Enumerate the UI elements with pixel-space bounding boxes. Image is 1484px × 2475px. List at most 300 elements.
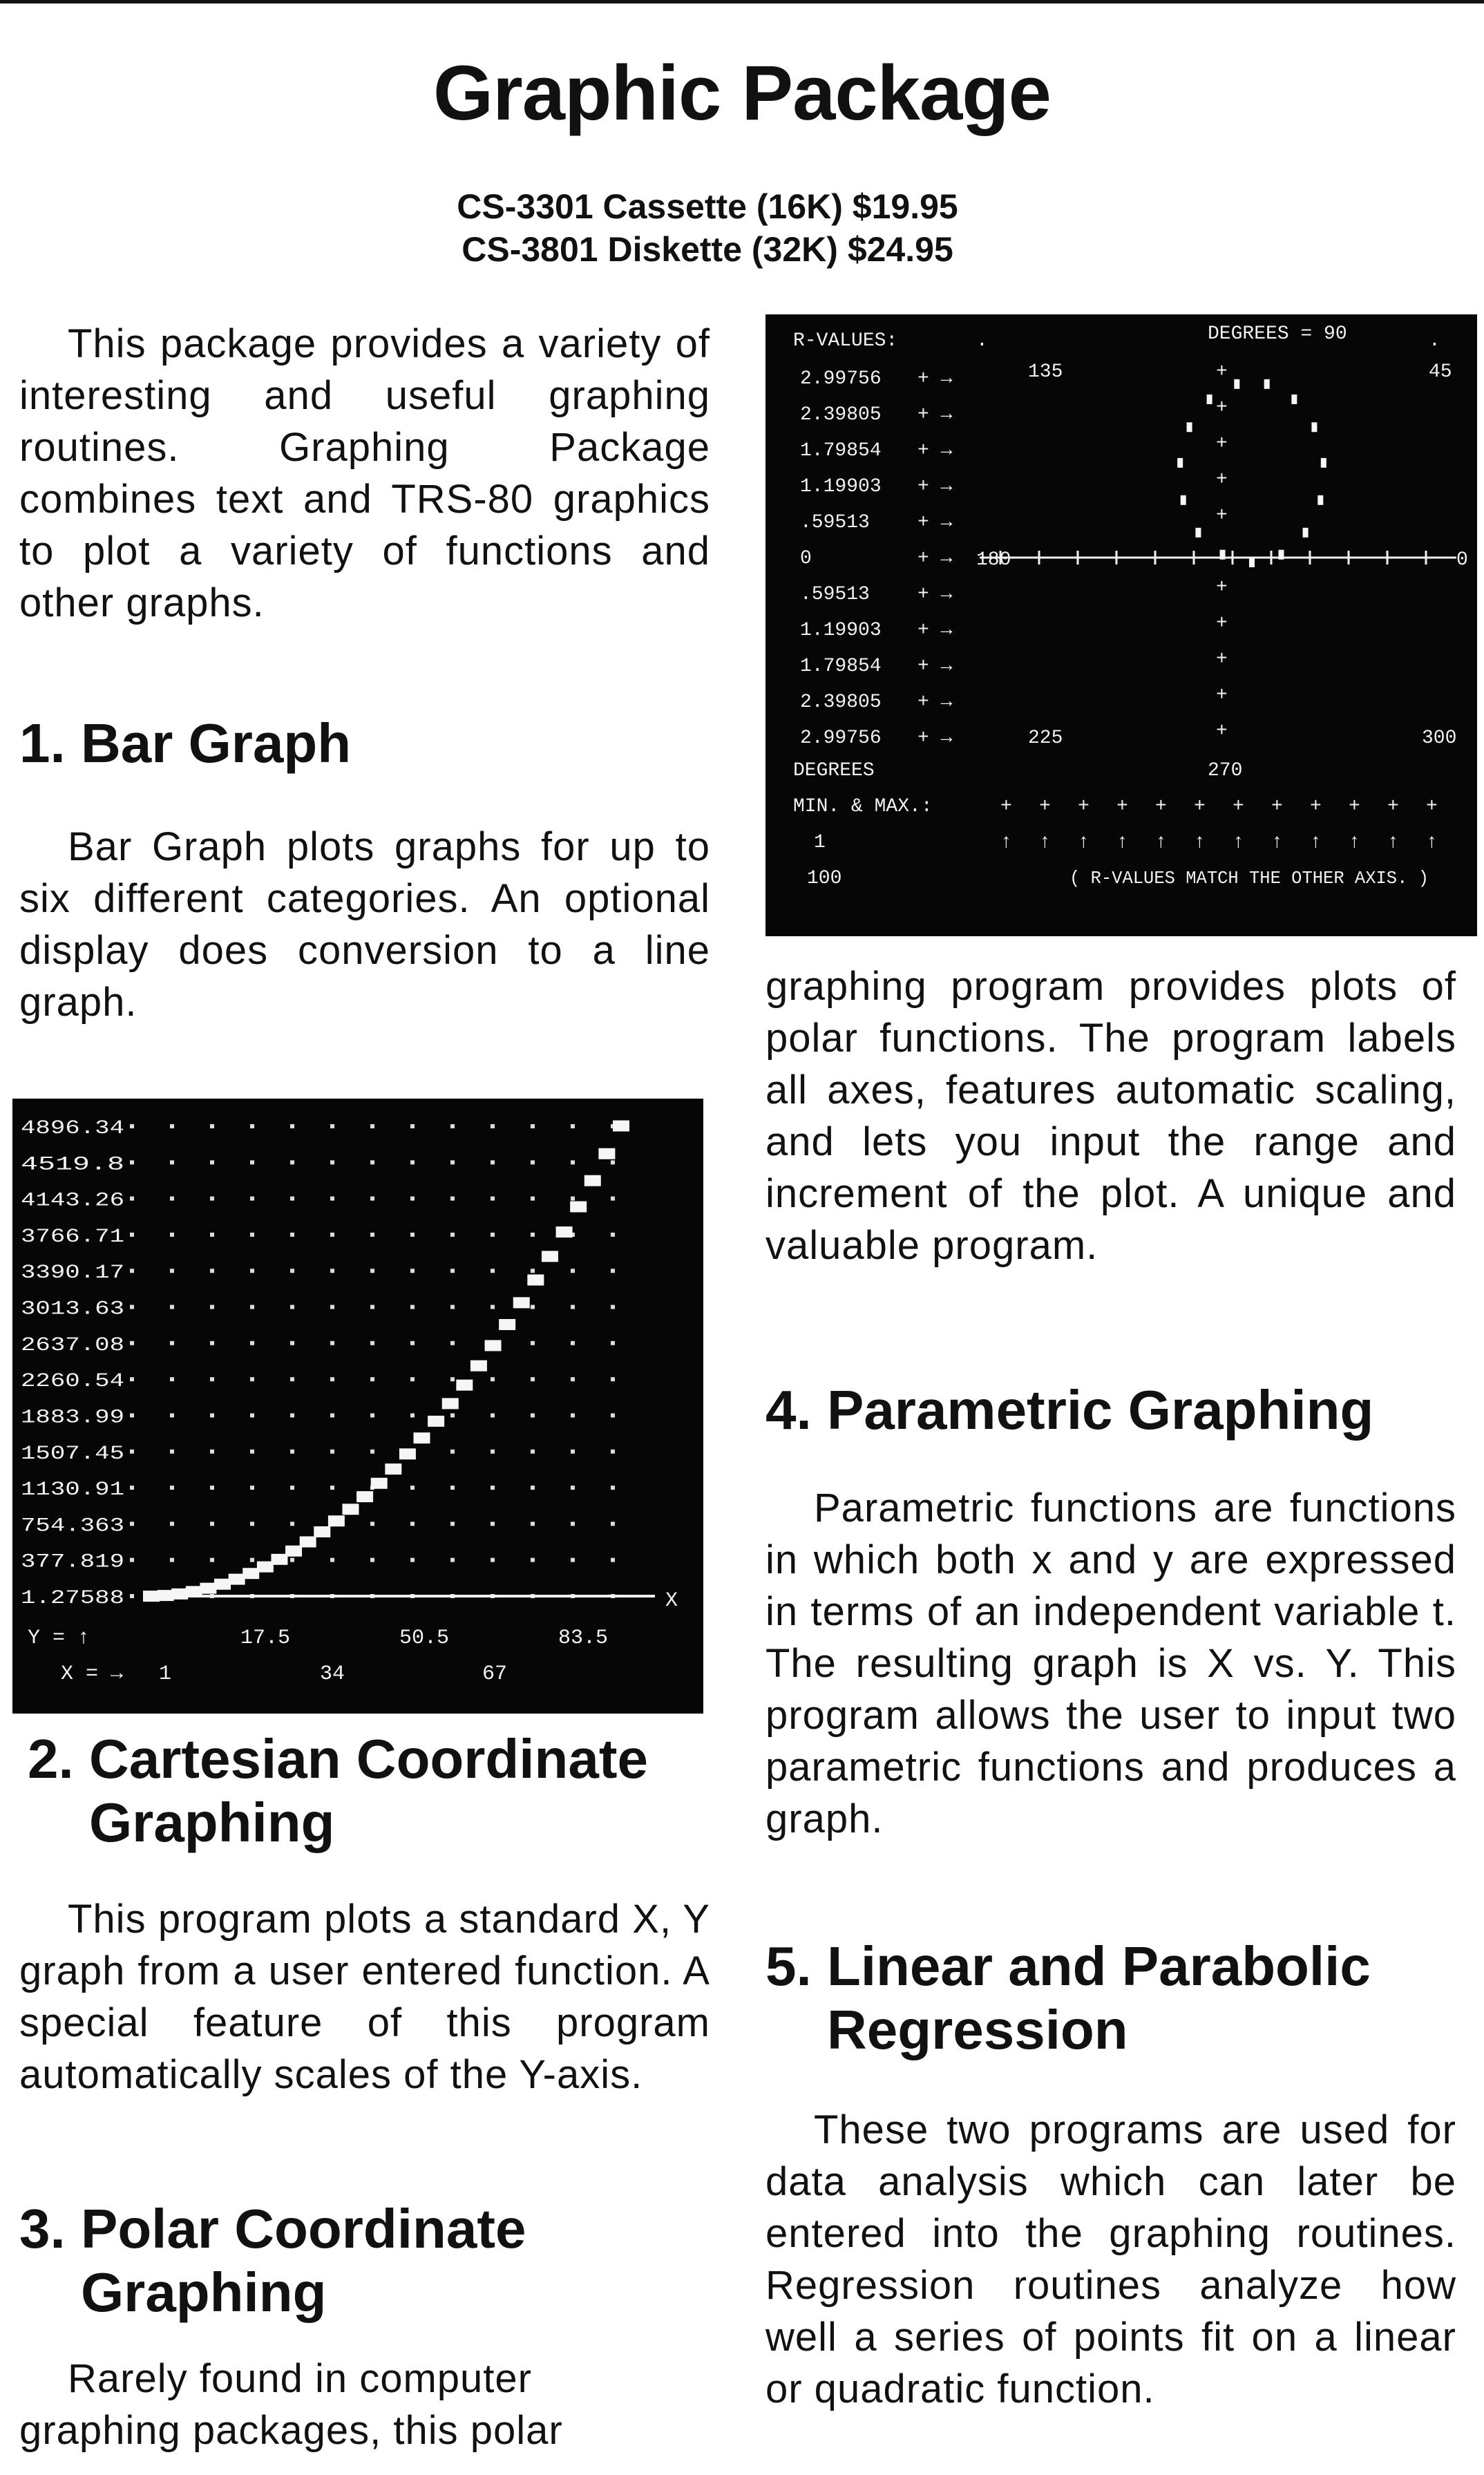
curve-point (499, 1319, 515, 1330)
grid-dot (290, 1377, 294, 1381)
grid-dot (531, 1341, 535, 1345)
r-value-label: 1.79854 (800, 656, 882, 677)
r-value-label: 1.19903 (800, 620, 882, 641)
grid-dot (330, 1486, 334, 1490)
grid-dot (571, 1305, 575, 1309)
grid-dot (611, 1305, 615, 1309)
grid-dot (170, 1124, 174, 1128)
curve-point (428, 1416, 444, 1427)
grid-dot (290, 1160, 294, 1164)
y-tick-label: 3766.71 (21, 1226, 124, 1248)
grid-dot (370, 1450, 374, 1454)
angle-label-300: 300 (1422, 728, 1457, 749)
grid-dot (330, 1341, 334, 1345)
min-max-arrow: ↑ (1116, 832, 1128, 853)
curve-point (598, 1148, 615, 1159)
vertical-axis-tick: + (1216, 721, 1228, 742)
grid-dot (250, 1233, 254, 1237)
polar-curve-point (1249, 558, 1255, 567)
grid-dot (250, 1521, 254, 1526)
polar-graph-screen (765, 314, 1477, 936)
angle-label-180: 180 (976, 549, 1011, 571)
grid-dot (611, 1521, 615, 1526)
grid-dot (531, 1377, 535, 1381)
vertical-axis-tick: + (1216, 685, 1228, 706)
section-3-line-2: graphing packages, this polar (19, 2408, 563, 2453)
vertical-axis-tick: + (1216, 649, 1228, 670)
angle-label-45: 45 (1429, 361, 1452, 383)
x-tick-label-upper: 50.5 (399, 1627, 450, 1650)
grid-dot (531, 1269, 535, 1273)
min-max-plus: + (1116, 796, 1128, 817)
polar-curve-point (1181, 495, 1186, 505)
polar-curve-point (1187, 422, 1192, 432)
grid-dot (330, 1124, 334, 1128)
r-value-arrow: + → (917, 368, 953, 390)
section-3-body-start (19, 2353, 710, 2456)
curve-point (200, 1583, 216, 1594)
min-max-arrow: ↑ (1271, 832, 1283, 853)
r-value-label: 1.19903 (800, 476, 882, 497)
grid-dot (491, 1521, 495, 1526)
curve-point (570, 1202, 587, 1213)
grid-dot (170, 1197, 174, 1201)
x-tick-label-lower: 1 (159, 1662, 172, 1686)
curve-point (342, 1504, 359, 1515)
grid-dot (450, 1269, 455, 1273)
grid-dot (170, 1160, 174, 1164)
grid-dot (290, 1521, 294, 1526)
angle-label-135: 135 (1028, 361, 1063, 383)
grid-dot (491, 1233, 495, 1237)
grid-dot (611, 1413, 615, 1417)
grid-dot (370, 1305, 374, 1309)
grid-dot (370, 1233, 374, 1237)
grid-dot (130, 1413, 134, 1417)
grid-dot (410, 1413, 415, 1417)
curve-point (171, 1589, 188, 1600)
grid-dot (571, 1558, 575, 1562)
grid-dot (250, 1341, 254, 1345)
grid-dot (210, 1521, 214, 1526)
polar-curve-point (1207, 395, 1212, 404)
section-2-title: Cartesian Coordinate Graphing (88, 1728, 649, 1853)
grid-dot (450, 1160, 455, 1164)
grid-dot (571, 1450, 575, 1454)
min-max-plus: + (1271, 796, 1283, 817)
grid-dot (571, 1413, 575, 1417)
grid-dot (130, 1486, 134, 1490)
section-4-number: 4. (765, 1379, 812, 1441)
section-1-number: 1. (19, 712, 66, 774)
vertical-axis-tick: + (1216, 397, 1228, 419)
y-tick-label: 754.363 (21, 1515, 124, 1537)
min-max-plus: + (1039, 796, 1051, 817)
grid-dot (370, 1341, 374, 1345)
angle-label-225: 225 (1028, 728, 1063, 749)
price-cassette: CS-3301 Cassette (16K) $19.95 (457, 187, 958, 226)
curve-point (527, 1274, 544, 1285)
curve-point (470, 1360, 487, 1372)
vertical-axis-tick: + (1216, 361, 1228, 383)
grid-dot (170, 1486, 174, 1490)
grid-dot (410, 1558, 415, 1562)
grid-dot (330, 1305, 334, 1309)
section-4-text: Parametric functions are functions in which both x and y are expressed in terms of an independent variable t. The resulting graph is X vs. Y. This program allows the user to input two parametric functions and produces a graph. (765, 1486, 1456, 1841)
curve-point (314, 1526, 330, 1537)
r-value-arrow: + → (917, 692, 953, 713)
grid-dot (571, 1124, 575, 1128)
polar-dot: . (976, 330, 988, 352)
curve-point (271, 1554, 287, 1565)
r-value-label: .59513 (800, 584, 870, 605)
grid-dot (571, 1341, 575, 1345)
curve-point (385, 1463, 401, 1474)
vertical-axis-tick: + (1216, 469, 1228, 491)
min-max-label: MIN. & MAX.: (793, 796, 933, 817)
y-tick-label: 4519.8 (21, 1154, 124, 1176)
grid-dot (330, 1558, 334, 1562)
grid-dot (210, 1486, 214, 1490)
grid-dot (370, 1160, 374, 1164)
grid-dot (531, 1521, 535, 1526)
curve-point (328, 1515, 345, 1526)
grid-dot (410, 1521, 415, 1526)
curve-point (485, 1340, 502, 1351)
grid-dot (210, 1450, 214, 1454)
grid-dot (370, 1269, 374, 1273)
section-5-text: These two programs are used for data analysis which can later be entered into the graphing routines. Regression routines analyze how well a series of points fit on a linear or quadratic function. (765, 2107, 1456, 2411)
r-value-label: 2.39805 (800, 404, 882, 426)
grid-dot (210, 1124, 214, 1128)
grid-dot (370, 1197, 374, 1201)
r-value-arrow: + → (917, 584, 953, 605)
grid-dot (210, 1305, 214, 1309)
grid-dot (450, 1305, 455, 1309)
y-legend: Y = ↑ (28, 1627, 91, 1650)
grid-dot (330, 1233, 334, 1237)
section-3-heading (19, 2197, 710, 2324)
grid-dot (170, 1269, 174, 1273)
grid-dot (210, 1341, 214, 1345)
grid-dot (450, 1486, 455, 1490)
grid-dot (210, 1558, 214, 1562)
grid-dot (170, 1377, 174, 1381)
section-3-number: 3. (19, 2198, 66, 2259)
r-value-label: .59513 (800, 512, 870, 533)
grid-dot (410, 1305, 415, 1309)
min-max-plus: + (1078, 796, 1090, 817)
grid-dot (491, 1558, 495, 1562)
grid-dot (130, 1341, 134, 1345)
grid-dot (330, 1269, 334, 1273)
min-max-arrow: ↑ (1387, 832, 1399, 853)
grid-dot (410, 1197, 415, 1201)
min-value: 1 (814, 832, 826, 853)
section-3-title: Polar Coordinate Graphing (80, 2198, 526, 2323)
min-max-arrow: ↑ (1078, 832, 1090, 853)
curve-point (613, 1120, 629, 1131)
y-tick-label: 3013.63 (21, 1298, 124, 1320)
grid-dot (450, 1341, 455, 1345)
grid-dot (210, 1233, 214, 1237)
grid-dot (571, 1269, 575, 1273)
r-value-arrow: + → (917, 620, 953, 641)
x-legend: X = → (61, 1662, 124, 1686)
r-value-label: 2.99756 (800, 728, 882, 749)
page-title: Graphic Package (433, 50, 1051, 136)
grid-dot (491, 1124, 495, 1128)
r-value-label: 0 (800, 548, 812, 569)
r-value-arrow: + → (917, 548, 953, 569)
r-value-arrow: + → (917, 512, 953, 533)
section-2-text: This program plots a standard X, Y graph from a user entered function. A special feature of this program automatically scales of the Y-axis. (19, 1897, 710, 2097)
grid-dot (290, 1269, 294, 1273)
grid-dot (450, 1450, 455, 1454)
grid-dot (450, 1197, 455, 1201)
grid-dot (450, 1377, 455, 1381)
curve-point (285, 1546, 302, 1557)
min-max-arrow: ↑ (1349, 832, 1360, 853)
degrees-label: DEGREES (793, 760, 875, 781)
section-3-text-cont: graphing program provides plots of polar functions. The program labels all axes, features automatic scaling, and lets you input the range and increment of the plot. A unique and valuable program. (765, 964, 1456, 1268)
vertical-axis-tick: + (1216, 505, 1228, 527)
grid-dot (210, 1377, 214, 1381)
grid-dot (410, 1160, 415, 1164)
section-4-body (765, 1482, 1456, 1845)
curve-point (257, 1562, 274, 1573)
polar-curve-point (1278, 550, 1284, 560)
grid-dot (130, 1124, 134, 1128)
vertical-axis-tick: + (1216, 577, 1228, 598)
max-value: 100 (807, 868, 842, 889)
min-max-arrow: ↑ (1310, 832, 1322, 853)
y-tick-label: 377.819 (21, 1551, 124, 1573)
grid-dot (410, 1377, 415, 1381)
x-tick-label-lower: 67 (482, 1662, 508, 1686)
grid-dot (571, 1160, 575, 1164)
y-tick-label: 4896.34 (21, 1118, 124, 1139)
grid-dot (210, 1413, 214, 1417)
grid-dot (611, 1486, 615, 1490)
grid-dot (611, 1450, 615, 1454)
grid-dot (611, 1233, 615, 1237)
grid-dot (130, 1377, 134, 1381)
min-max-arrow: ↑ (1233, 832, 1244, 853)
section-4-heading (765, 1378, 1470, 1442)
section-2-number: 2. (28, 1728, 74, 1790)
grid-dot (410, 1124, 415, 1128)
section-3-body-cont (765, 960, 1456, 1271)
grid-dot (370, 1521, 374, 1526)
grid-dot (330, 1160, 334, 1164)
grid-dot (531, 1160, 535, 1164)
grid-dot (170, 1450, 174, 1454)
x-tick-label-lower: 34 (320, 1662, 345, 1686)
grid-dot (170, 1233, 174, 1237)
grid-dot (250, 1305, 254, 1309)
curve-point (399, 1448, 416, 1459)
grid-dot (250, 1377, 254, 1381)
section-5-body (765, 2104, 1456, 2415)
grid-dot (330, 1377, 334, 1381)
grid-dot (290, 1124, 294, 1128)
grid-dot (290, 1233, 294, 1237)
grid-dot (531, 1124, 535, 1128)
polar-curve-point (1311, 422, 1317, 432)
polar-curve-point (1321, 458, 1326, 468)
vertical-axis-tick: + (1216, 613, 1228, 634)
intro-text: This package provides a variety of interesting and useful graphing routines. Graphing Package combines text and TRS-80 graphics to plot a variety of functions and other graphs. (19, 321, 710, 625)
grid-dot (450, 1558, 455, 1562)
r-value-arrow: + → (917, 476, 953, 497)
grid-dot (571, 1486, 575, 1490)
grid-dot (491, 1269, 495, 1273)
min-max-arrow: ↑ (1155, 832, 1167, 853)
grid-dot (130, 1450, 134, 1454)
grid-dot (130, 1233, 134, 1237)
grid-dot (330, 1197, 334, 1201)
grid-dot (491, 1160, 495, 1164)
grid-dot (210, 1160, 214, 1164)
grid-dot (611, 1341, 615, 1345)
section-5-heading (765, 1935, 1470, 2062)
r-value-arrow: + → (917, 440, 953, 462)
grid-dot (330, 1450, 334, 1454)
grid-dot (250, 1558, 254, 1562)
section-1-title: Bar Graph (80, 712, 352, 774)
min-max-arrow: ↑ (1426, 832, 1438, 853)
min-max-arrow: ↑ (1039, 832, 1051, 853)
grid-dot (571, 1521, 575, 1526)
grid-dot (290, 1305, 294, 1309)
grid-dot (491, 1413, 495, 1417)
grid-dot (450, 1124, 455, 1128)
min-max-plus: + (1155, 796, 1167, 817)
grid-dot (611, 1160, 615, 1164)
grid-dot (531, 1233, 535, 1237)
grid-dot (531, 1558, 535, 1562)
top-rule (0, 0, 1484, 3)
curve-point (143, 1591, 160, 1602)
r-value-label: 1.79854 (800, 440, 882, 462)
curve-point (513, 1297, 530, 1308)
min-max-plus: + (1387, 796, 1399, 817)
grid-dot (250, 1413, 254, 1417)
min-max-plus: + (1310, 796, 1322, 817)
polar-curve-point (1195, 528, 1201, 538)
grid-dot (450, 1413, 455, 1417)
grid-dot (410, 1269, 415, 1273)
grid-dot (130, 1269, 134, 1273)
curve-point (414, 1432, 430, 1443)
grid-dot (531, 1450, 535, 1454)
section-1-heading (19, 712, 710, 775)
cartesian-graph (12, 1099, 703, 1714)
section-5-number: 5. (765, 1935, 812, 1997)
angle-label-270: 270 (1208, 760, 1243, 781)
y-tick-label: 1883.99 (21, 1407, 124, 1429)
r-value-arrow: + → (917, 656, 953, 677)
grid-dot (491, 1486, 495, 1490)
curve-point (442, 1398, 459, 1409)
grid-dot (130, 1521, 134, 1526)
r-value-label: 2.39805 (800, 692, 882, 713)
min-max-plus: + (1233, 796, 1244, 817)
grid-dot (250, 1124, 254, 1128)
grid-dot (210, 1269, 214, 1273)
polar-curve-point (1317, 495, 1323, 505)
y-tick-label: 2637.08 (21, 1334, 124, 1356)
section-3-line-1: Rarely found in computer (68, 2356, 532, 2401)
cartesian-graph-screen (12, 1099, 703, 1714)
grid-dot (571, 1377, 575, 1381)
min-max-plus: + (1194, 796, 1206, 817)
grid-dot (370, 1413, 374, 1417)
grid-dot (290, 1558, 294, 1562)
x-tick-label-upper: 17.5 (240, 1627, 291, 1650)
curve-point (584, 1175, 601, 1186)
grid-dot (250, 1450, 254, 1454)
r-value-arrow: + → (917, 404, 953, 426)
grid-dot (170, 1341, 174, 1345)
grid-dot (130, 1197, 134, 1201)
y-tick-label: 1507.45 (21, 1443, 124, 1465)
polar-curve-point (1177, 458, 1183, 468)
min-max-plus: + (1000, 796, 1012, 817)
grid-dot (290, 1341, 294, 1345)
grid-dot (611, 1377, 615, 1381)
angle-label-0: 0 (1456, 549, 1468, 571)
grid-dot (250, 1486, 254, 1490)
min-max-arrow: ↑ (1194, 832, 1206, 853)
y-tick-label: 1130.91 (21, 1479, 124, 1501)
grid-dot (170, 1558, 174, 1562)
intro-paragraph (19, 318, 710, 629)
curve-point (456, 1380, 473, 1391)
grid-dot (611, 1269, 615, 1273)
grid-dot (370, 1558, 374, 1562)
grid-dot (170, 1413, 174, 1417)
curve-point (542, 1251, 558, 1262)
grid-dot (250, 1269, 254, 1273)
grid-dot (330, 1413, 334, 1417)
grid-dot (210, 1197, 214, 1201)
curve-point (356, 1491, 373, 1502)
section-2-heading (28, 1727, 719, 1855)
grid-dot (611, 1558, 615, 1562)
curve-point (229, 1574, 245, 1585)
grid-dot (250, 1160, 254, 1164)
grid-dot (410, 1233, 415, 1237)
polar-curve-point (1303, 528, 1309, 538)
min-max-plus: + (1426, 796, 1438, 817)
curve-point (214, 1579, 231, 1590)
curve-point (300, 1536, 316, 1547)
grid-dot (410, 1341, 415, 1345)
grid-dot (170, 1305, 174, 1309)
curve-point (371, 1478, 388, 1489)
price-diskette: CS-3801 Diskette (32K) $24.95 (462, 230, 953, 269)
section-4-title: Parametric Graphing (826, 1379, 1374, 1441)
curve-point (242, 1568, 259, 1579)
section-1-body (19, 821, 710, 1028)
grid-dot (450, 1233, 455, 1237)
grid-dot (250, 1197, 254, 1201)
curve-point (186, 1586, 202, 1597)
grid-dot (290, 1197, 294, 1201)
min-max-arrow: ↑ (1000, 832, 1012, 853)
